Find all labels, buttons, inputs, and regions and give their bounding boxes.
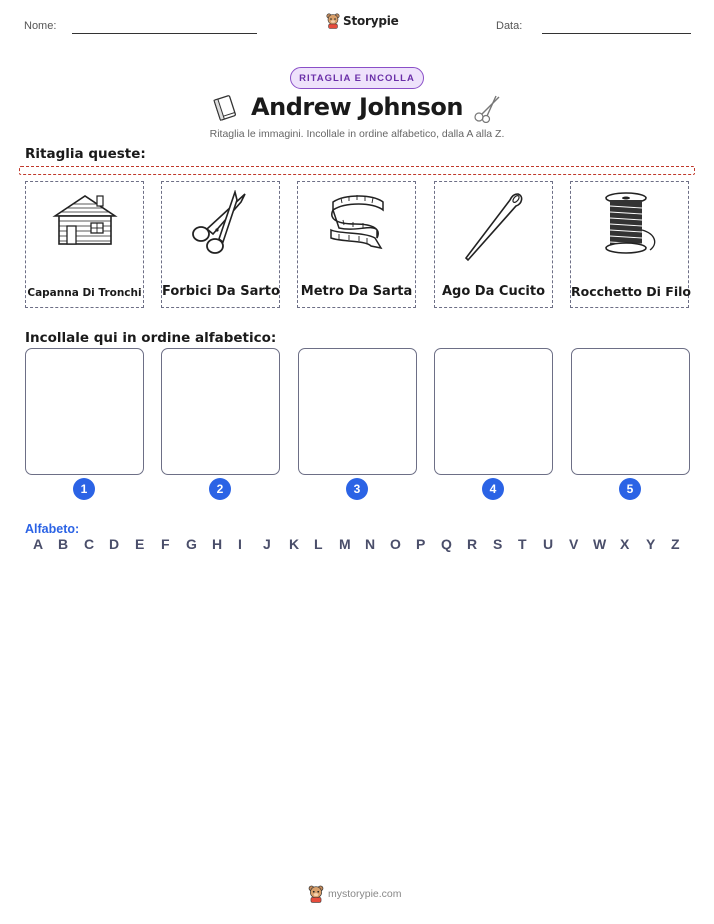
date-label: Data:: [496, 20, 523, 32]
cutout-card-log-cabin[interactable]: [25, 181, 144, 308]
alphabet-letter: G: [186, 536, 197, 552]
sewing-needle-icon: [462, 190, 526, 262]
alphabet-letter: C: [84, 536, 95, 552]
paste-slot-4[interactable]: [434, 348, 553, 475]
activity-badge: [290, 67, 424, 89]
alphabet-letter: L: [314, 536, 323, 552]
cut-line: [19, 166, 695, 175]
cutout-card-tape-measure[interactable]: [297, 181, 416, 308]
alphabet-letter: X: [620, 536, 630, 552]
paste-slot-1[interactable]: [25, 348, 144, 475]
alphabet-letter: I: [238, 536, 242, 552]
alphabet-letter: K: [289, 536, 300, 552]
brand-name: Storypie: [343, 14, 399, 28]
alphabet-letter: O: [390, 536, 401, 552]
alphabet-letter: S: [493, 536, 503, 552]
alphabet-letter: J: [263, 536, 271, 552]
alphabet-title: Alfabeto:: [25, 522, 80, 536]
alphabet-letter: Q: [441, 536, 452, 552]
scissors-decoration-icon: [472, 93, 504, 123]
footer-url[interactable]: mystorypie.com: [328, 888, 402, 900]
alphabet-letter: U: [543, 536, 554, 552]
paste-section-title: Incollale qui in ordine alfabetico:: [25, 330, 277, 346]
instructions: Ritaglia le immagini. Incollale in ordine alfabetico, dalla A alla Z.: [209, 128, 505, 140]
alphabet-letter: E: [135, 536, 145, 552]
activity-badge-text: RITAGLIA E INCOLLA: [299, 72, 415, 84]
alphabet-letter: B: [58, 536, 69, 552]
thread-spool-icon: [598, 190, 662, 256]
card-label: Rocchetto Di Filo: [571, 284, 692, 299]
alphabet-letter: Z: [671, 536, 680, 552]
scissors-icon: [189, 190, 253, 256]
card-label: Capanna Di Tronchi: [27, 287, 142, 299]
alphabet-letter: M: [339, 536, 351, 552]
alphabet-letter: R: [467, 536, 478, 552]
bear-mascot-icon: [308, 885, 324, 903]
slot-number-badge: 3: [346, 478, 368, 500]
alphabet-row: [25, 536, 695, 556]
cutout-card-scissors[interactable]: [161, 181, 280, 308]
page-title: Andrew Johnson: [251, 93, 463, 121]
cutout-card-thread-spool[interactable]: [570, 181, 692, 308]
alphabet-letter: V: [569, 536, 579, 552]
tape-measure-icon: [325, 190, 389, 254]
alphabet-letter: P: [416, 536, 426, 552]
paste-slot-2[interactable]: [161, 348, 280, 475]
alphabet-letter: T: [518, 536, 527, 552]
title-row: [0, 93, 714, 125]
card-label: Ago Da Cucito: [441, 284, 546, 299]
name-line: [72, 33, 257, 34]
alphabet-letter: Y: [646, 536, 656, 552]
slot-number-badge: 2: [209, 478, 231, 500]
brand-logo: [326, 13, 399, 29]
card-label: Metro Da Sarta: [300, 284, 413, 299]
slot-number-badge: 1: [73, 478, 95, 500]
footer: [308, 885, 402, 903]
alphabet-letter: N: [365, 536, 376, 552]
date-line: [542, 33, 691, 34]
paste-slot-3[interactable]: [298, 348, 417, 475]
alphabet-letter: A: [33, 536, 44, 552]
slot-number-badge: 4: [482, 478, 504, 500]
bear-mascot-icon: [326, 13, 340, 29]
card-label: Forbici Da Sarto: [162, 284, 280, 299]
name-label: Nome:: [24, 20, 57, 32]
alphabet-letter: H: [212, 536, 223, 552]
alphabet-letter: W: [593, 536, 607, 552]
header: [0, 0, 714, 50]
slot-number-badge: 5: [619, 478, 641, 500]
cutout-card-sewing-needle[interactable]: [434, 181, 553, 308]
log-cabin-icon: [51, 190, 119, 248]
alphabet-letter: F: [161, 536, 170, 552]
cut-section-title: Ritaglia queste:: [25, 146, 146, 162]
alphabet-letter: D: [109, 536, 120, 552]
paste-slot-5[interactable]: [571, 348, 690, 475]
